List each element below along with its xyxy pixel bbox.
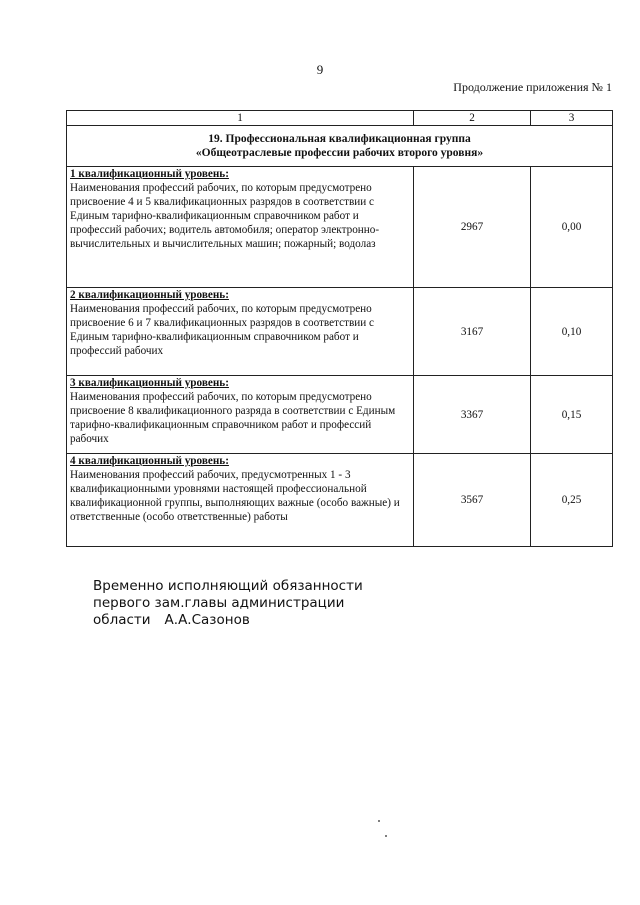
level-description: Наименования профессий рабочих, по которым предусмотрено присвоение 6 и 7 квалификационных разрядов в соответствии с Единым тарифно-квалификационным справочником работ и профессий рабочих: [70, 303, 374, 357]
group-title-row: [67, 126, 613, 167]
signature-line: первого зам.главы администрации: [93, 595, 345, 611]
signature-line: Временно исполняющий обязанности: [93, 578, 363, 594]
column-number: 2: [414, 111, 531, 126]
signature-block: [93, 578, 363, 629]
level-cell: [67, 288, 414, 376]
salary-cell: 2967: [414, 167, 531, 288]
level-description: Наименования профессий рабочих, по которым предусмотрено присвоение 8 квалификационного разряда в соответствии с Единым тарифно-квалификационным справочником работ и профессий рабочих: [70, 391, 396, 445]
signature-region: области: [93, 612, 151, 628]
table-row: [67, 288, 613, 376]
signature-line: [93, 612, 363, 629]
page-number: 9: [316, 62, 324, 77]
signatory-name: А.А.Сазонов: [164, 612, 250, 628]
column-number-row: [67, 111, 613, 126]
appendix-continuation-note: Продолжение приложения № 1: [453, 80, 612, 94]
scan-speck: [385, 835, 387, 837]
level-heading: 3 квалификационный уровень:: [70, 377, 229, 389]
qualification-table: [66, 110, 613, 547]
level-heading: 4 квалификационный уровень:: [70, 455, 229, 467]
level-cell: [67, 167, 414, 288]
coefficient-cell: 0,15: [531, 376, 613, 454]
column-number: 1: [67, 111, 414, 126]
level-cell: [67, 454, 414, 547]
level-description: Наименования профессий рабочих, предусмотренных 1 - 3 квалификационными уровнями настоящей профессиональной квалификационной группы, выполняющих важные (особо важные) и ответственные (особо ответственные) работы: [70, 469, 400, 523]
scan-speck: [378, 820, 380, 822]
group-title-line2: «Общеотраслевые профессии рабочих второго уровня»: [195, 147, 484, 159]
salary-cell: 3367: [414, 376, 531, 454]
table-row: [67, 454, 613, 547]
level-cell: [67, 376, 414, 454]
salary-cell: 3167: [414, 288, 531, 376]
level-heading: 1 квалификационный уровень:: [70, 168, 229, 180]
table-row: [67, 376, 613, 454]
column-number: 3: [531, 111, 613, 126]
coefficient-cell: 0,25: [531, 454, 613, 547]
coefficient-cell: 0,10: [531, 288, 613, 376]
group-title-line1: 19. Профессиональная квалификационная группа: [208, 132, 471, 145]
level-description: Наименования профессий рабочих, по которым предусмотрено присвоение 4 и 5 квалификационных разрядов в соответствии с Единым тарифно-квалификационным справочником работ и профессий рабочих; водитель автомобиля; оператор электронно-вычислительных и вычислительных машин; пожарный; водолаз: [70, 182, 380, 250]
salary-cell: 3567: [414, 454, 531, 547]
table-row: [67, 167, 613, 288]
level-heading: 2 квалификационный уровень:: [70, 289, 229, 301]
coefficient-cell: 0,00: [531, 167, 613, 288]
